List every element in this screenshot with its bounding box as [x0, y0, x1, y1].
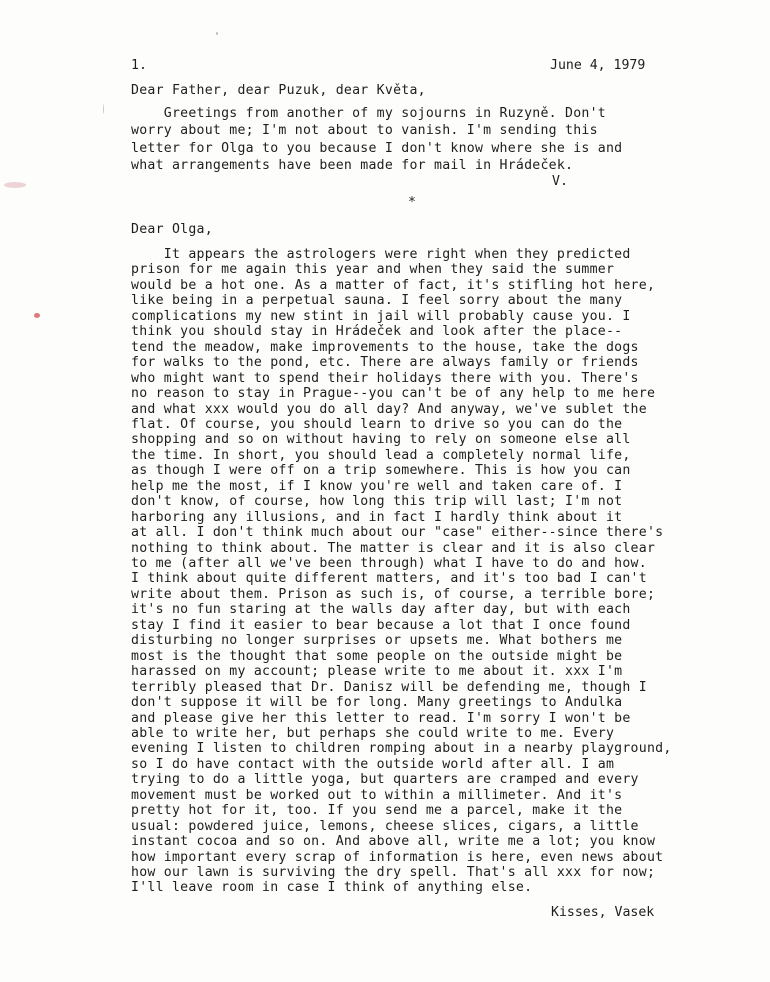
text-line: harboring any illusions, and in fact I hardly think about it	[131, 509, 623, 525]
text-line: it's no fun staring at the walls day after day, but with each	[131, 602, 631, 618]
text-line: how important every scrap of information is here, even news about	[131, 849, 664, 865]
text-line: to me (after all we've been through) what I have to do and how.	[131, 556, 647, 571]
letter2-closing: Kisses, Vasek	[551, 905, 655, 920]
text-line: usual: powdered juice, lemons, cheese slices, cigars, a little	[131, 818, 639, 834]
text-line: pretty hot for it, too. If you send me a parcel, make it the	[131, 803, 623, 819]
text-line: prison for me again this year and when they said the summer	[131, 262, 615, 278]
text-line: harassed on my account; please write to me about it. xxx I'm	[131, 664, 623, 680]
section-separator: *	[408, 195, 416, 210]
text-line: and please give her this letter to read. I'm sorry I won't be	[131, 710, 631, 726]
text-line: don't know, of course, how long this trip will last; I'm not	[131, 494, 623, 510]
text-line: It appears the astrologers were right when they predicted	[131, 247, 631, 262]
letter-date: June 4, 1979	[550, 58, 646, 73]
salutation-family: Dear Father, dear Puzuk, dear Květa,	[131, 83, 426, 98]
text-line: no reason to stay in Prague--you can't be of any help to me here	[131, 386, 656, 402]
text-line: most is the thought that some people on the outside might be	[131, 648, 623, 664]
text-line: so I do have contact with the outside world after all. I am	[131, 756, 615, 772]
text-line: how our lawn is surviving the dry spell. That's all xxx for now;	[131, 865, 656, 880]
text-line: disturbing no longer surprises or upsets me. What bothers me	[131, 633, 623, 649]
text-line: Greetings from another of my sojourns in Ruzyně. Don't	[131, 106, 606, 121]
text-line: for walks to the pond, etc. There are always family or friends	[131, 355, 639, 371]
text-line: complications my new stint in jail will probably cause you. I	[131, 308, 631, 324]
text-line: tend the meadow, make improvements to the house, take the dogs	[131, 339, 639, 355]
text-line: as though I were off on a trip somewhere. This is how you can	[131, 463, 631, 479]
text-line: terribly pleased that Dr. Danisz will be defending me, though I	[131, 679, 647, 695]
text-line: trying to do a little yoga, but quarters are cramped and every	[131, 772, 639, 788]
paper-speck	[4, 182, 26, 188]
text-line: I'll leave room in case I think of anything else.	[131, 880, 533, 896]
text-line: stay I find it easier to bear because a lot that I once found	[131, 617, 631, 633]
text-line: letter for Olga to you because I don't know where she is and	[131, 140, 623, 156]
paper-speck	[216, 32, 218, 35]
letter1-signature: V.	[552, 174, 568, 189]
text-line: evening I listen to children romping about in a nearby playground,	[131, 741, 672, 757]
text-line: the time. In short, you should lead a completely normal life,	[131, 447, 631, 463]
paper-speck	[34, 313, 40, 318]
text-line: worry about me; I'm not about to vanish. I'm sending this	[131, 123, 598, 139]
text-line: what arrangements have been made for mail in Hrádeček.	[131, 158, 574, 174]
text-line: I think about quite different matters, and it's too bad I can't	[131, 571, 647, 587]
text-line: help me the most, if I know you're well and taken care of. I	[131, 478, 623, 494]
text-line: would be a hot one. As a matter of fact, it's stifling hot here,	[131, 277, 656, 293]
text-line: don't suppose it will be for long. Many greetings to Andulka	[131, 695, 623, 711]
text-line: and what xxx would you do all day? And anyway, we've sublet the	[131, 401, 647, 417]
text-line: flat. Of course, you should learn to drive so you can do the	[131, 416, 623, 432]
page-number: 1.	[131, 58, 147, 73]
text-line: at all. I don't think much about our "case" either--since there's	[131, 525, 664, 541]
text-line: think you should stay in Hrádeček and look after the place--	[131, 324, 623, 340]
text-line: movement must be worked out to within a millimeter. And it's	[131, 787, 623, 803]
text-line: able to write her, but perhaps she could write to me. Every	[131, 725, 615, 741]
paper-speck	[103, 104, 104, 114]
text-line: write about them. Prison as such is, of course, a terrible bore;	[131, 586, 656, 602]
salutation-olga: Dear Olga,	[131, 222, 213, 237]
text-line: shopping and so on without having to rely on someone else all	[131, 432, 631, 448]
text-line: who might want to spend their holidays there with you. There's	[131, 370, 639, 386]
text-line: nothing to think about. The matter is clear and it is also clear	[131, 540, 656, 556]
text-line: like being in a perpetual sauna. I feel sorry about the many	[131, 293, 623, 309]
text-line: instant cocoa and so on. And above all, write me a lot; you know	[131, 834, 656, 850]
